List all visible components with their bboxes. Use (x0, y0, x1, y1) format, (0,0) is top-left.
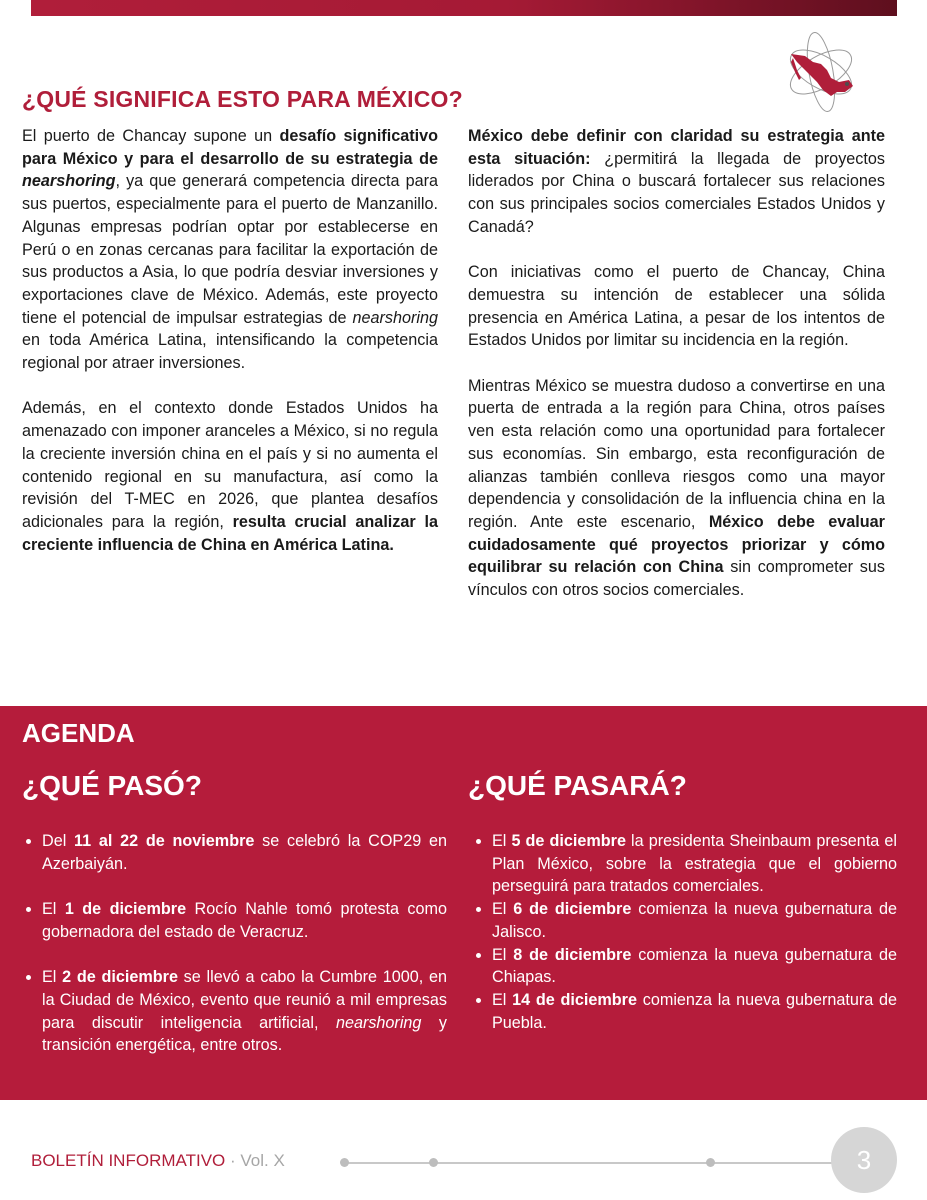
list-item (42, 966, 447, 1057)
list-item (492, 898, 897, 943)
paragraph (468, 125, 885, 239)
footer-bulletin-label: BOLETÍN INFORMATIVO (31, 1151, 226, 1170)
list-item (42, 830, 447, 875)
footer-dot (340, 1158, 349, 1167)
footer-title (31, 1151, 285, 1171)
list-item (492, 944, 897, 989)
paragraph (468, 375, 885, 602)
text-segment: , ya que generará competencia directa para sus puertos, especialmente para el puerto de Manzanillo. Algunas empresas podrían optar por establecerse en Perú o en zonas cercanas para facilitar la exportación de sus productos a Asia, lo que podría desviar inversiones y exportaciones clave de México. Además, este proyecto tiene el potencial de impulsar estrategias de (22, 172, 438, 327)
left-column (22, 125, 438, 579)
future-events-list (472, 830, 897, 1034)
text-segment: El (492, 900, 514, 919)
future-events-title: ¿QUÉ PASARÁ? (468, 770, 687, 801)
text-segment: se celebró la COP29 en Azerbaiyán. (42, 832, 447, 873)
text-segment: nearshoring (352, 308, 438, 327)
text-segment: se llevó a cabo la Cumbre 1000, en la Ciudad de México, evento que reunió a mil empresas para discutir inteligencia artificial, (42, 968, 447, 1032)
text-segment: Con iniciativas como el puerto de Chancay, China demuestra su intención de establecer una sólida presencia en América Latina, a pesar de los intentos de Estados Unidos por limitar su incidencia en la región. (468, 263, 885, 350)
top-accent-bar (31, 0, 897, 16)
text-segment: El puerto de Chancay supone un (22, 127, 280, 145)
footer-dot (706, 1158, 715, 1167)
text-segment: El (492, 945, 514, 964)
text-segment: 8 de diciembre (513, 945, 632, 964)
text-segment: en toda América Latina, intensificando la competencia regional por atraer inversiones. (22, 331, 438, 373)
text-segment: comienza la nueva gubernatura de Puebla. (492, 990, 897, 1032)
past-events-title: ¿QUÉ PASÓ? (22, 770, 202, 801)
past-events-list (22, 830, 447, 1080)
list-item (42, 898, 447, 943)
mexico-map-orbit-logo-icon (783, 26, 859, 118)
text-segment: nearshoring (335, 1013, 422, 1032)
text-segment: 6 de diciembre (513, 900, 632, 919)
text-segment: El (42, 968, 63, 987)
text-segment: sin comprometer sus vínculos con otros socios comerciales. (468, 558, 885, 600)
list-item (492, 989, 897, 1034)
right-column (468, 125, 885, 624)
text-segment: Además, en el contexto donde Estados Unidos ha amenazado con imponer aranceles a México, si no regula la creciente inversión china en el país y si no aumenta el contenido regional en su manufactura, así como la revisión del T-MEC en 2026, que plantea desafíos adicionales para la región, (22, 399, 438, 531)
text-segment: Rocío Nahle tomó protesta como gobernadora del estado de Veracruz. (42, 900, 447, 941)
text-segment: la presidenta Sheinbaum presenta el Plan México, sobre la estrategia que el gobierno perseguirá para tratados comerciales. (492, 832, 897, 896)
footer-dot (429, 1158, 438, 1167)
text-segment: nearshoring (22, 172, 116, 191)
list-item (492, 830, 897, 898)
paragraph (22, 125, 438, 375)
agenda-section (0, 706, 927, 1100)
footer-volume: · Vol. X (225, 1151, 285, 1170)
text-segment: El (42, 900, 65, 919)
text-segment: Mientras México se muestra dudoso a convertirse en una puerta de entrada a la región para China, otros países ven esta relación como una oportunidad para fortalecer sus economías. Sin embargo, esta reconfiguración de alianzas también conlleva riesgos como una mayor dependencia y consolidación de la influencia china en la región. Ante este escenario, (468, 376, 885, 531)
text-segment: México debe evaluar cuidadosamente qué proyectos priorizar y cómo equilibrar su relación con China (468, 512, 885, 577)
text-segment: ¿permitirá la llegada de proyectos liderados por China o buscará fortalecer sus relaciones con sus principales socios comerciales Estados Unidos y Canadá? (468, 149, 885, 236)
footer-divider-line (344, 1162, 832, 1164)
page-number: 3 (856, 1144, 872, 1175)
text-segment: comienza la nueva gubernatura de Chiapas. (492, 945, 897, 987)
section-title: ¿QUÉ SIGNIFICA ESTO PARA MÉXICO? (22, 86, 463, 112)
agenda-title: AGENDA (22, 718, 135, 748)
text-segment: 1 de diciembre (64, 900, 187, 919)
page-number-badge (831, 1127, 897, 1193)
text-segment: México debe definir con claridad su estrategia ante esta situación: (468, 127, 885, 168)
text-segment: 2 de diciembre (62, 968, 178, 987)
text-segment: El (492, 990, 513, 1009)
text-segment: 5 de diciembre (511, 832, 626, 850)
paragraph (22, 397, 438, 556)
text-segment: y transición energética, entre otros. (42, 1013, 448, 1055)
text-segment: 14 de diciembre (512, 990, 637, 1009)
text-segment: desafío significativo para México y para el desarrollo de su estrategia de (22, 127, 438, 168)
text-segment: resulta crucial analizar la creciente influencia de China en América Latina. (22, 512, 438, 554)
text-segment: comienza la nueva gubernatura de Jalisco. (492, 900, 897, 941)
paragraph (468, 261, 885, 352)
text-segment: 11 al 22 de noviembre (74, 832, 255, 850)
text-segment: El (492, 832, 512, 850)
text-segment: Del (42, 832, 75, 850)
